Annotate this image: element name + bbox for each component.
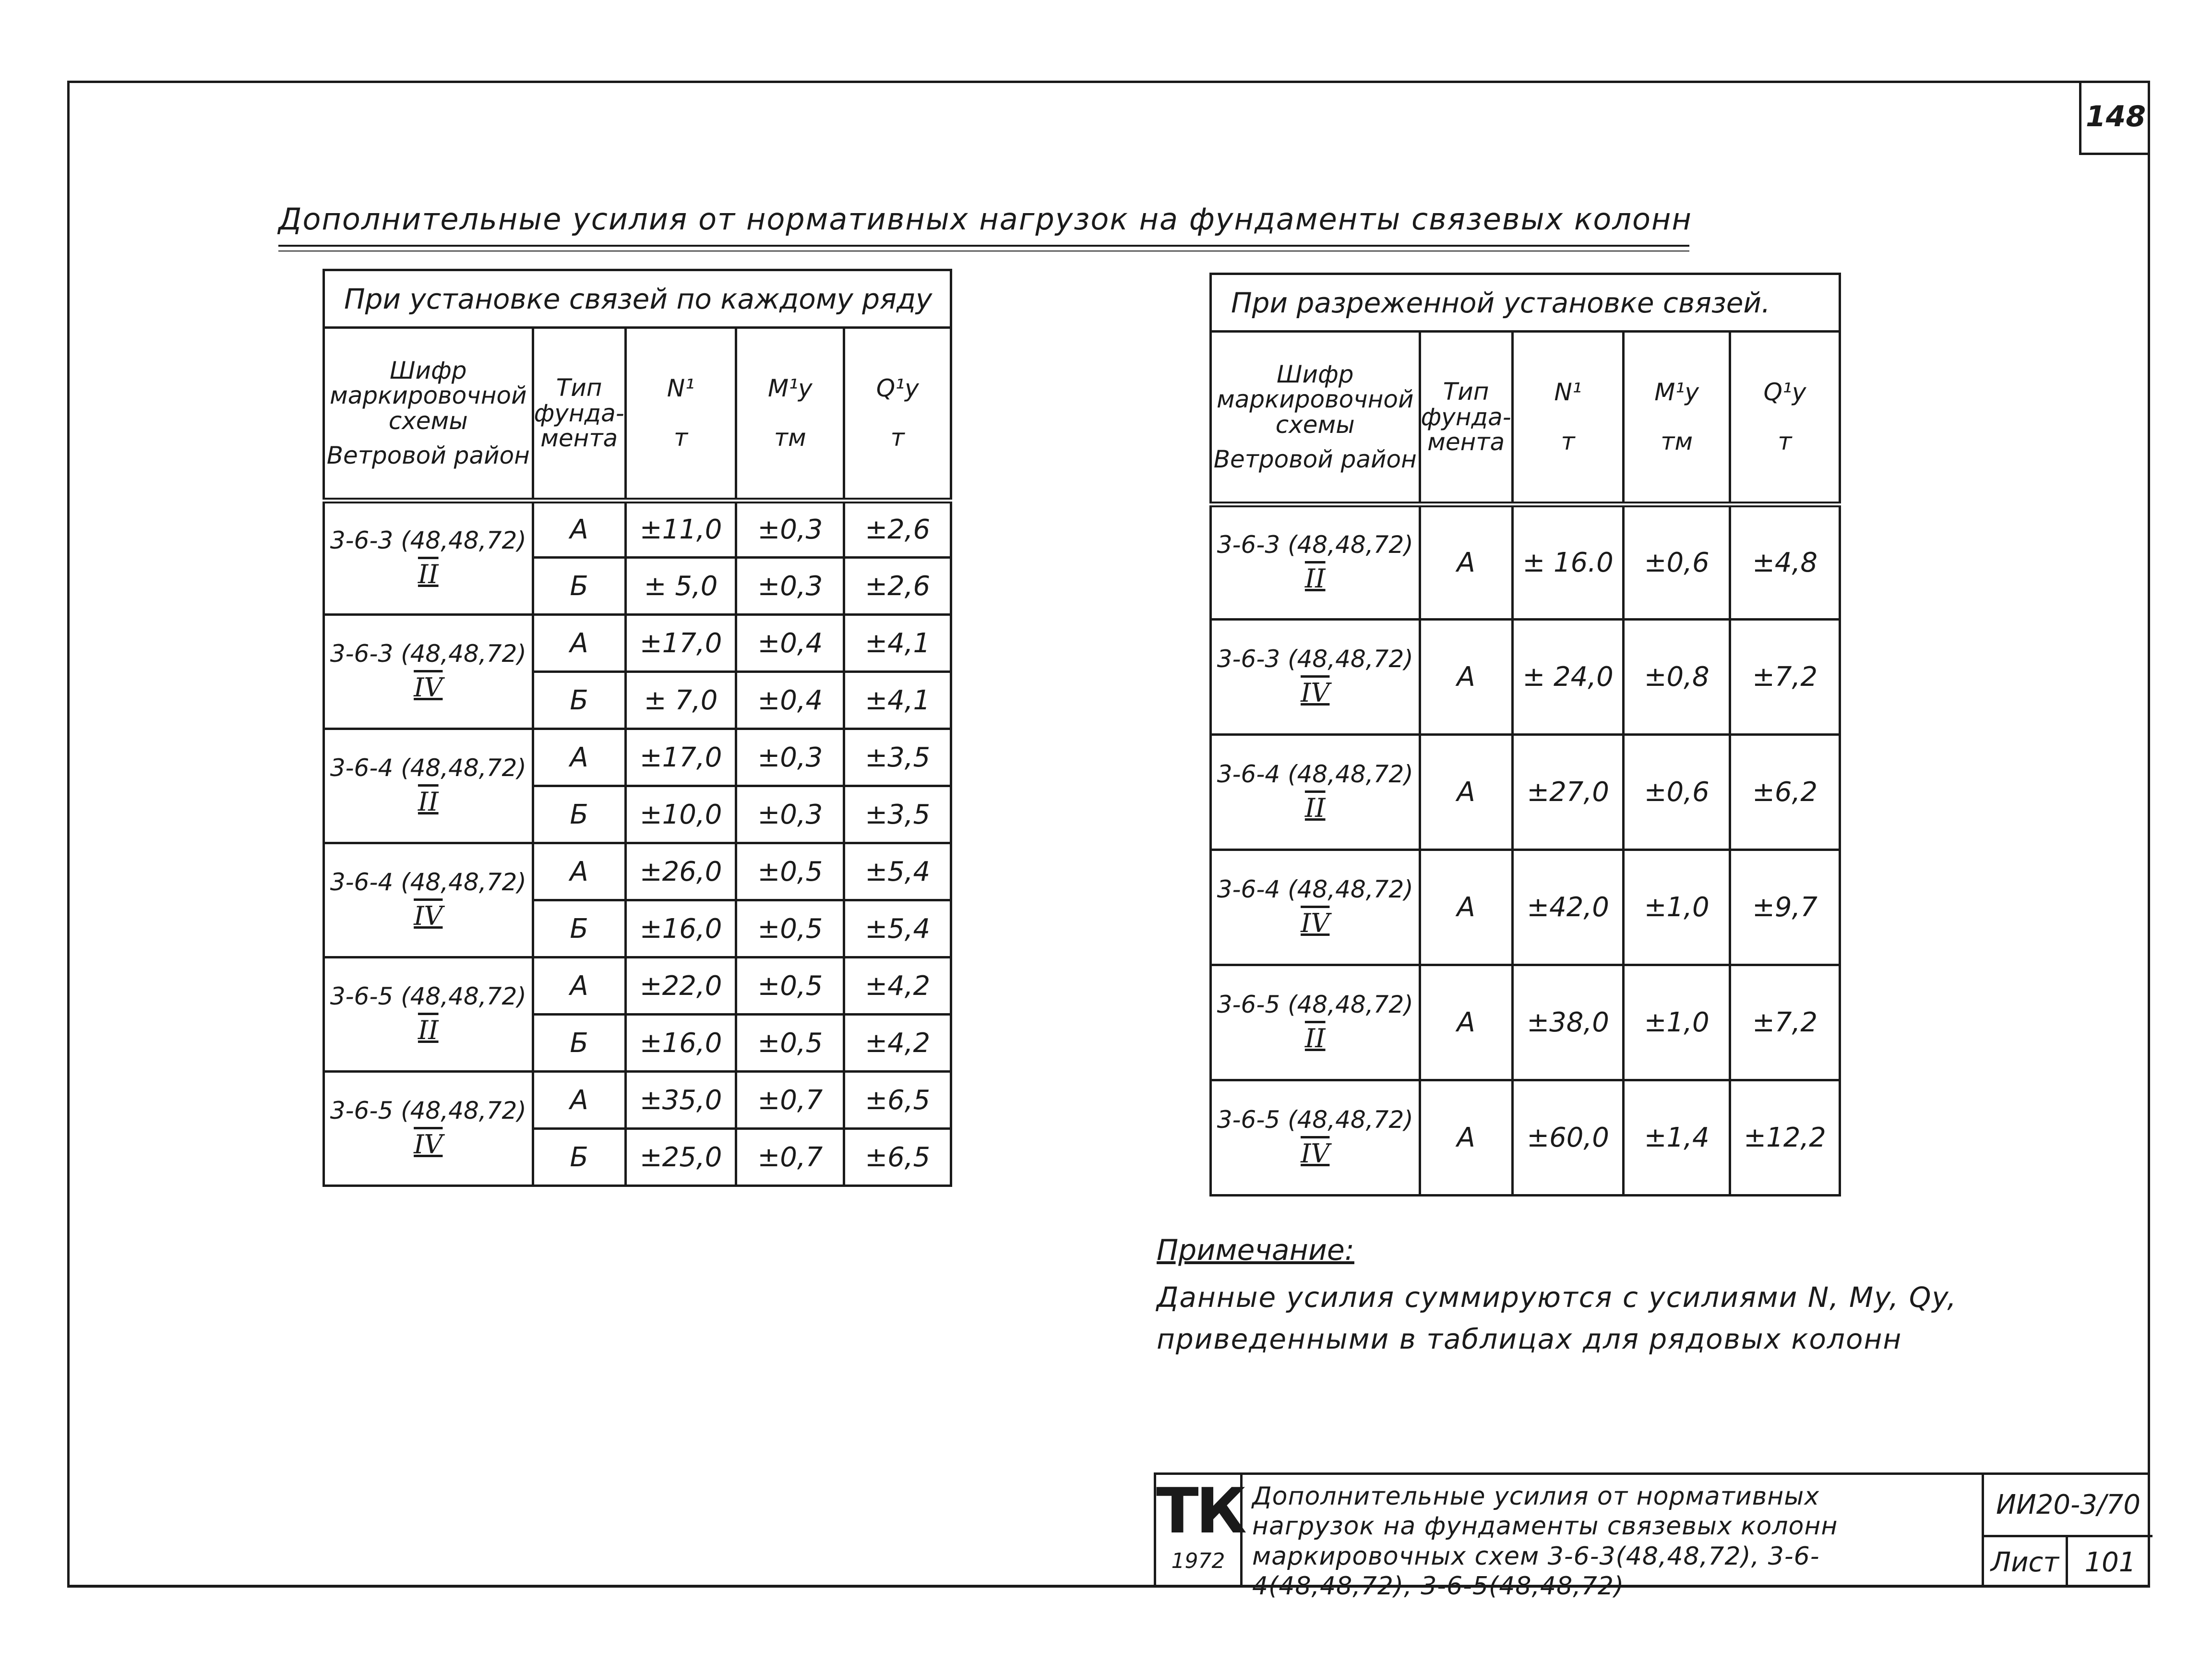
right-cell-type: А [1420, 965, 1512, 1080]
sheet-number-box: 148 [2079, 81, 2150, 155]
left-cell-q: ±2,6 [844, 501, 951, 558]
left-schema-code: 3-6-3 (48,48,72) [330, 640, 526, 668]
left-schema-cell [324, 957, 533, 1072]
left-header-type-label: Тип фунда-мента [534, 374, 624, 452]
right-schema-code: 3-6-4 (48,48,72) [1217, 760, 1413, 789]
right-cell-q: ±9,7 [1730, 850, 1840, 965]
right-cell-m: ±1,0 [1624, 850, 1730, 965]
right-header-type [1420, 332, 1512, 504]
left-cell-type: А [533, 501, 625, 558]
left-cell-type: А [533, 729, 625, 786]
left-header-schema [324, 328, 533, 501]
left-header-n-unit: т [673, 423, 688, 452]
left-header-m [736, 328, 844, 501]
right-header-type-label: Тип фунда-мента [1421, 378, 1511, 456]
left-schema-code: 3-6-4 (48,48,72) [330, 868, 526, 897]
left-cell-q: ±4,1 [844, 615, 951, 672]
left-header-m-unit: тм [774, 423, 806, 452]
left-cell-n: ±11,0 [625, 501, 736, 558]
left-cell-m: ±0,4 [736, 672, 844, 729]
note-title: Примечание: [1157, 1233, 1354, 1267]
right-table-row [1211, 504, 1840, 620]
right-table-row [1211, 965, 1840, 1080]
left-cell-m: ±0,5 [736, 843, 844, 900]
right-cell-q: ±4,8 [1730, 504, 1840, 620]
right-forces-table [1209, 273, 1841, 1196]
right-wind-region: IV [1301, 677, 1330, 708]
right-schema-code: 3-6-5 (48,48,72) [1217, 1106, 1413, 1134]
left-cell-n: ±35,0 [625, 1072, 736, 1129]
note-text: Данные усилия суммируются с усилиями N, My, Qy, приведенными в таблицах для рядовых колонн [1157, 1281, 1957, 1355]
right-cell-q: ±7,2 [1730, 965, 1840, 1080]
right-header-n [1512, 332, 1624, 504]
right-cell-q: ±12,2 [1730, 1080, 1840, 1196]
right-header-m [1624, 332, 1730, 504]
left-cell-n: ±10,0 [625, 786, 736, 843]
left-cell-m: ±0,5 [736, 1015, 844, 1072]
right-cell-n: ±27,0 [1512, 735, 1624, 850]
left-cell-type: Б [533, 900, 625, 957]
right-schema-cell [1211, 735, 1420, 850]
right-cell-m: ±0,6 [1624, 735, 1730, 850]
right-schema-code: 3-6-3 (48,48,72) [1217, 531, 1413, 559]
left-cell-q: ±3,5 [844, 786, 951, 843]
left-header-q-unit: т [890, 423, 905, 452]
left-wind-region: IV [414, 672, 443, 703]
right-schema-code: 3-6-4 (48,48,72) [1217, 875, 1413, 904]
left-header-m-label: M¹y [767, 374, 813, 403]
right-header-m-unit: тм [1661, 427, 1693, 455]
document-code: ИИ20-3/70 [1982, 1475, 2152, 1537]
left-cell-q: ±5,4 [844, 900, 951, 957]
right-header-schema-label: Шифр маркировочной схемы [1217, 360, 1414, 439]
right-cell-m: ±0,8 [1624, 620, 1730, 735]
right-header-n-unit: т [1561, 427, 1575, 455]
right-cell-m: ±0,6 [1624, 504, 1730, 620]
left-cell-type: А [533, 1072, 625, 1129]
left-cell-m: ±0,5 [736, 957, 844, 1015]
left-cell-type: Б [533, 786, 625, 843]
right-cell-m: ±1,4 [1624, 1080, 1730, 1196]
left-cell-q: ±6,5 [844, 1129, 951, 1186]
left-cell-n: ±16,0 [625, 1015, 736, 1072]
right-header-schema [1211, 332, 1420, 504]
left-schema-code: 3-6-4 (48,48,72) [330, 754, 526, 782]
title-underline [278, 245, 1689, 247]
left-header-n-label: N¹ [667, 374, 695, 403]
left-wind-region: II [418, 1015, 439, 1045]
right-wind-region: II [1304, 563, 1326, 594]
left-cell-m: ±0,3 [736, 786, 844, 843]
left-wind-region: IV [414, 900, 443, 931]
right-table-body [1211, 504, 1840, 1196]
right-header-region-label: Ветровой район [1213, 445, 1417, 474]
right-cell-n: ± 16.0 [1512, 504, 1624, 620]
sheet-number: 101 [2084, 1547, 2136, 1578]
right-cell-type: А [1420, 1080, 1512, 1196]
left-cell-m: ±0,7 [736, 1072, 844, 1129]
right-header-q-label: Q¹y [1763, 378, 1806, 407]
left-schema-cell [324, 843, 533, 957]
left-cell-n: ±16,0 [625, 900, 736, 957]
left-cell-n: ±25,0 [625, 1129, 736, 1186]
left-header-q [844, 328, 951, 501]
left-header-region-label: Ветровой район [326, 442, 530, 470]
left-schema-cell [324, 1072, 533, 1186]
right-cell-n: ± 24,0 [1512, 620, 1624, 735]
right-schema-cell [1211, 850, 1420, 965]
left-cell-q: ±4,1 [844, 672, 951, 729]
right-header-n-label: N¹ [1554, 378, 1582, 407]
left-schema-cell [324, 729, 533, 843]
right-wind-region: IV [1301, 908, 1330, 938]
sheet-label: Лист [1982, 1537, 2068, 1588]
left-table-row [324, 501, 951, 558]
right-wind-region: II [1304, 1023, 1326, 1053]
left-header-schema-label: Шифр маркировочной схемы [330, 356, 527, 435]
left-schema-cell [324, 615, 533, 729]
left-table-row [324, 615, 951, 672]
left-cell-m: ±0,3 [736, 501, 844, 558]
right-table-row [1211, 620, 1840, 735]
left-table-caption: При установке связей по каждому ряду [324, 270, 951, 328]
right-cell-n: ±38,0 [1512, 965, 1624, 1080]
left-cell-n: ± 5,0 [625, 558, 736, 615]
right-schema-code: 3-6-3 (48,48,72) [1217, 645, 1413, 673]
left-cell-n: ±26,0 [625, 843, 736, 900]
left-cell-type: А [533, 957, 625, 1015]
right-cell-type: А [1420, 735, 1512, 850]
left-table-row [324, 843, 951, 900]
left-table-row [324, 957, 951, 1015]
left-cell-type: Б [533, 1129, 625, 1186]
title-block [1154, 1472, 2150, 1601]
left-cell-type: Б [533, 558, 625, 615]
left-cell-q: ±5,4 [844, 843, 951, 900]
right-cell-q: ±7,2 [1730, 620, 1840, 735]
right-table-row [1211, 735, 1840, 850]
left-schema-code: 3-6-5 (48,48,72) [330, 1097, 526, 1125]
right-cell-n: ±42,0 [1512, 850, 1624, 965]
left-cell-type: Б [533, 672, 625, 729]
left-header-type [533, 328, 625, 501]
right-schema-cell [1211, 965, 1420, 1080]
left-forces-table [323, 269, 952, 1187]
left-cell-q: ±2,6 [844, 558, 951, 615]
left-cell-n: ±17,0 [625, 615, 736, 672]
left-cell-q: ±4,2 [844, 1015, 951, 1072]
right-cell-m: ±1,0 [1624, 965, 1730, 1080]
left-table-row [324, 1072, 951, 1129]
right-table-row [1211, 850, 1840, 965]
right-wind-region: IV [1301, 1138, 1330, 1169]
left-cell-m: ±0,3 [736, 729, 844, 786]
tk-logo [1156, 1475, 1243, 1588]
left-cell-m: ±0,4 [736, 615, 844, 672]
left-wind-region: II [418, 786, 439, 817]
right-table-row [1211, 1080, 1840, 1196]
left-wind-region: IV [414, 1129, 443, 1160]
right-wind-region: II [1304, 792, 1326, 823]
left-header-q-label: Q¹y [876, 374, 919, 403]
right-cell-n: ±60,0 [1512, 1080, 1624, 1196]
right-header-q-unit: т [1778, 427, 1792, 455]
left-schema-code: 3-6-3 (48,48,72) [330, 526, 526, 555]
left-header-n [625, 328, 736, 501]
left-cell-m: ±0,3 [736, 558, 844, 615]
tk-logo-year: 1972 [1171, 1549, 1225, 1573]
right-cell-type: А [1420, 504, 1512, 620]
tk-logo-text: ТК [1156, 1474, 1244, 1547]
right-cell-q: ±6,2 [1730, 735, 1840, 850]
right-cell-type: А [1420, 850, 1512, 965]
right-header-q [1730, 332, 1840, 504]
left-cell-q: ±6,5 [844, 1072, 951, 1129]
left-cell-n: ±17,0 [625, 729, 736, 786]
right-schema-cell [1211, 1080, 1420, 1196]
left-wind-region: II [418, 559, 439, 589]
left-cell-type: А [533, 843, 625, 900]
right-cell-type: А [1420, 620, 1512, 735]
left-cell-m: ±0,7 [736, 1129, 844, 1186]
left-schema-cell [324, 501, 533, 615]
left-schema-code: 3-6-5 (48,48,72) [330, 982, 526, 1011]
right-table-caption: При разреженной установке связей. [1211, 274, 1840, 332]
right-header-m-label: M¹y [1654, 378, 1699, 407]
right-schema-cell [1211, 504, 1420, 620]
left-table-body [324, 501, 951, 1186]
left-cell-type: Б [533, 1015, 625, 1072]
left-table-row [324, 729, 951, 786]
left-cell-q: ±3,5 [844, 729, 951, 786]
right-schema-cell [1211, 620, 1420, 735]
left-cell-n: ±22,0 [625, 957, 736, 1015]
left-cell-type: А [533, 615, 625, 672]
page-title: Дополнительные усилия от нормативных нагрузок на фундаменты связевых колонн [278, 202, 1692, 237]
left-cell-m: ±0,5 [736, 900, 844, 957]
left-cell-q: ±4,2 [844, 957, 951, 1015]
left-cell-n: ± 7,0 [625, 672, 736, 729]
title-block-description: Дополнительные усилия от нормативных нагрузок на фундаменты связевых колонн маркировочных схем 3-6-3(48,48,72), 3-6-4(48,48,72), 3-6-5(48,48,72) [1252, 1482, 1838, 1601]
right-schema-code: 3-6-5 (48,48,72) [1217, 991, 1413, 1019]
